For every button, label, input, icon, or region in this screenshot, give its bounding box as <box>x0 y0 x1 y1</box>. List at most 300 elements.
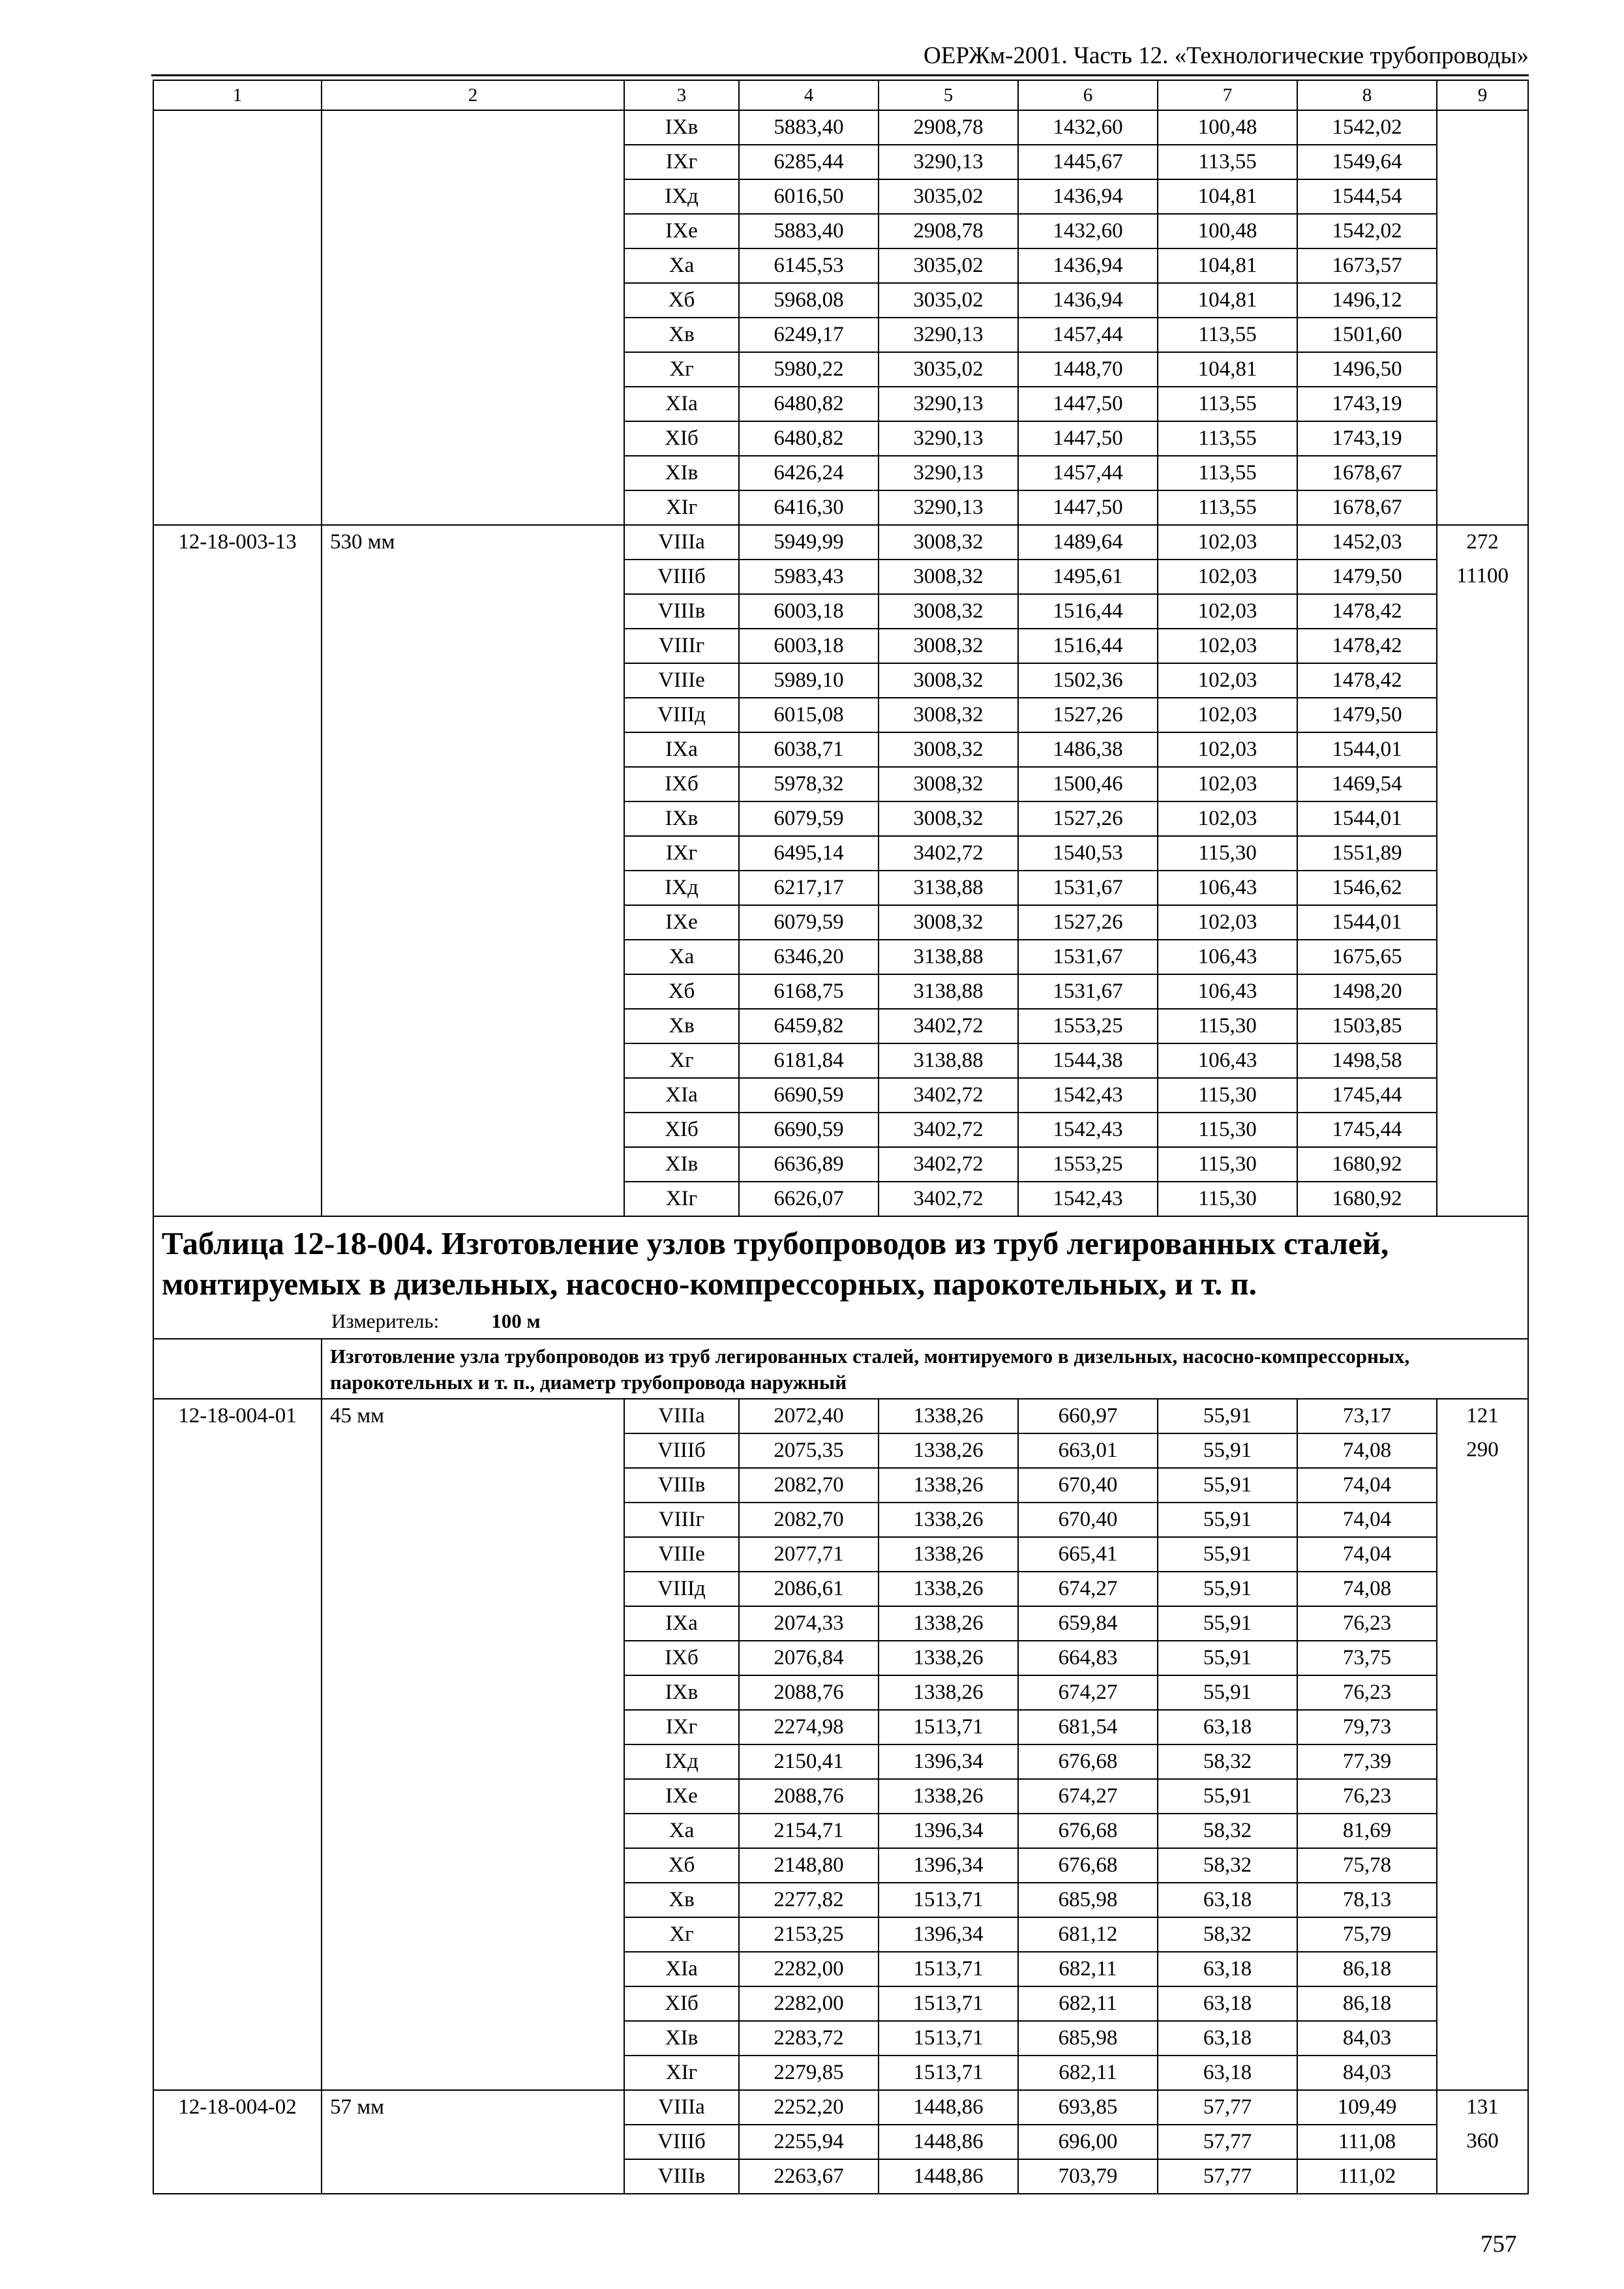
value-cell: 102,03 <box>1158 629 1297 663</box>
table-row <box>153 456 1528 490</box>
value-cell: 1678,67 <box>1297 456 1437 490</box>
value-cell: 681,54 <box>1018 1710 1158 1744</box>
value-cell: 1516,44 <box>1018 594 1158 629</box>
value-cell: 1436,94 <box>1018 248 1158 283</box>
value-cell: 74,08 <box>1297 1433 1437 1468</box>
value-cell: 2252,20 <box>739 2090 879 2125</box>
running-header: ОЕРЖм-2001. Часть 12. «Технологические трубопроводы» <box>151 38 1529 76</box>
value-cell: 1553,25 <box>1018 1147 1158 1182</box>
value-cell: 1675,65 <box>1297 940 1437 974</box>
value-cell: 685,98 <box>1018 1883 1158 1917</box>
table-row <box>153 1986 1528 2021</box>
table-row <box>153 2056 1528 2090</box>
value-cell: 74,04 <box>1297 1468 1437 1503</box>
size-cell <box>322 629 624 663</box>
unit-line <box>331 1308 1520 1334</box>
col9-cell <box>1437 1848 1528 1883</box>
col9-cell <box>1437 940 1528 974</box>
code-cell <box>153 698 322 732</box>
col9-cell <box>1437 1572 1528 1606</box>
size-cell <box>322 352 624 387</box>
value-cell: 696,00 <box>1018 2125 1158 2159</box>
code-cell <box>153 2021 322 2056</box>
code-cell <box>153 2125 322 2159</box>
zone-cell: XIв <box>624 2021 739 2056</box>
value-cell: 74,04 <box>1297 1537 1437 1572</box>
value-cell: 6346,20 <box>739 940 879 974</box>
value-cell: 1531,67 <box>1018 974 1158 1009</box>
value-cell: 5949,99 <box>739 525 879 560</box>
size-cell <box>322 1078 624 1113</box>
value-cell: 55,91 <box>1158 1537 1297 1572</box>
value-cell: 3138,88 <box>879 974 1018 1009</box>
col9-cell <box>1437 1710 1528 1744</box>
value-cell: 5883,40 <box>739 110 879 145</box>
table-row <box>153 1399 1528 1433</box>
value-cell: 3138,88 <box>879 1043 1018 1078</box>
value-cell: 115,30 <box>1158 1147 1297 1182</box>
value-cell: 1457,44 <box>1018 456 1158 490</box>
zone-cell: IXд <box>624 179 739 214</box>
size-cell <box>322 560 624 594</box>
zone-cell: XIа <box>624 1078 739 1113</box>
table-row <box>153 1779 1528 1814</box>
code-cell <box>153 214 322 248</box>
col9-cell <box>1437 1009 1528 1043</box>
value-cell: 1544,01 <box>1297 732 1437 767</box>
value-cell: 1544,01 <box>1297 801 1437 836</box>
code-cell <box>153 801 322 836</box>
value-cell: 3402,72 <box>879 1182 1018 1216</box>
table-row <box>153 663 1528 698</box>
value-cell: 2074,33 <box>739 1606 879 1641</box>
value-cell: 3402,72 <box>879 1113 1018 1147</box>
code-cell <box>153 2056 322 2090</box>
table-row <box>153 940 1528 974</box>
code-cell <box>153 1986 322 2021</box>
value-cell: 2255,94 <box>739 2125 879 2159</box>
value-cell: 115,30 <box>1158 1113 1297 1147</box>
value-cell: 665,41 <box>1018 1537 1158 1572</box>
col9-cell <box>1437 318 1528 352</box>
value-cell: 1513,71 <box>879 1883 1018 1917</box>
col9-cell: 272 <box>1437 525 1528 560</box>
zone-cell: IXд <box>624 871 739 905</box>
zone-cell: VIIIв <box>624 1468 739 1503</box>
value-cell: 1448,70 <box>1018 352 1158 387</box>
zone-cell: VIIIб <box>624 1433 739 1468</box>
value-cell: 674,27 <box>1018 1675 1158 1710</box>
value-cell: 2908,78 <box>879 214 1018 248</box>
value-cell: 84,03 <box>1297 2021 1437 2056</box>
value-cell: 5989,10 <box>739 663 879 698</box>
zone-cell: Xг <box>624 1917 739 1952</box>
zone-cell: IXв <box>624 110 739 145</box>
value-cell: 1531,67 <box>1018 871 1158 905</box>
zone-cell: XIг <box>624 1182 739 1216</box>
col9-cell <box>1437 1675 1528 1710</box>
price-table <box>153 80 1529 2194</box>
size-cell <box>322 2159 624 2194</box>
zone-cell: Xб <box>624 283 739 318</box>
value-cell: 1531,67 <box>1018 940 1158 974</box>
value-cell: 676,68 <box>1018 1744 1158 1779</box>
code-cell <box>153 767 322 801</box>
code-cell <box>153 145 322 179</box>
value-cell: 3290,13 <box>879 318 1018 352</box>
value-cell: 1338,26 <box>879 1779 1018 1814</box>
zone-cell: Xа <box>624 1814 739 1848</box>
size-cell <box>322 110 624 145</box>
value-cell: 1338,26 <box>879 1606 1018 1641</box>
size-cell <box>322 1537 624 1572</box>
value-cell: 3290,13 <box>879 490 1018 525</box>
value-cell: 1338,26 <box>879 1399 1018 1433</box>
zone-cell: VIIIд <box>624 698 739 732</box>
value-cell: 1447,50 <box>1018 490 1158 525</box>
value-cell: 115,30 <box>1158 836 1297 871</box>
value-cell: 104,81 <box>1158 179 1297 214</box>
value-cell: 55,91 <box>1158 1606 1297 1641</box>
value-cell: 113,55 <box>1158 145 1297 179</box>
col9-cell <box>1437 1883 1528 1917</box>
table-row <box>153 1078 1528 1113</box>
value-cell: 3008,32 <box>879 698 1018 732</box>
value-cell: 2154,71 <box>739 1814 879 1848</box>
value-cell: 113,55 <box>1158 387 1297 421</box>
table-row <box>153 594 1528 629</box>
zone-cell: XIв <box>624 1147 739 1182</box>
value-cell: 6285,44 <box>739 145 879 179</box>
code-cell <box>153 974 322 1009</box>
value-cell: 115,30 <box>1158 1078 1297 1113</box>
table-row <box>153 248 1528 283</box>
value-cell: 55,91 <box>1158 1675 1297 1710</box>
col9-cell <box>1437 248 1528 283</box>
value-cell: 3402,72 <box>879 1009 1018 1043</box>
value-cell: 1457,44 <box>1018 318 1158 352</box>
size-cell <box>322 283 624 318</box>
code-cell <box>153 1433 322 1468</box>
value-cell: 2086,61 <box>739 1572 879 1606</box>
value-cell: 1513,71 <box>879 2021 1018 2056</box>
table-row <box>153 732 1528 767</box>
size-cell <box>322 387 624 421</box>
size-cell <box>322 1744 624 1779</box>
value-cell: 1678,67 <box>1297 490 1437 525</box>
table-row <box>153 1606 1528 1641</box>
value-cell: 5883,40 <box>739 214 879 248</box>
code-cell <box>153 1744 322 1779</box>
value-cell: 3138,88 <box>879 940 1018 974</box>
size-cell <box>322 1113 624 1147</box>
table-row <box>153 560 1528 594</box>
size-cell <box>322 594 624 629</box>
size-cell <box>322 1675 624 1710</box>
code-cell <box>153 594 322 629</box>
value-cell: 1743,19 <box>1297 421 1437 456</box>
table-row <box>153 1433 1528 1468</box>
value-cell: 6038,71 <box>739 732 879 767</box>
value-cell: 1338,26 <box>879 1572 1018 1606</box>
value-cell: 2082,70 <box>739 1503 879 1537</box>
value-cell: 1501,60 <box>1297 318 1437 352</box>
value-cell: 3290,13 <box>879 456 1018 490</box>
value-cell: 113,55 <box>1158 490 1297 525</box>
table-row <box>153 1814 1528 1848</box>
size-cell <box>322 1641 624 1675</box>
size-cell <box>322 1503 624 1537</box>
code-cell <box>153 1113 322 1147</box>
zone-cell: XIг <box>624 2056 739 2090</box>
col9-cell <box>1437 456 1528 490</box>
code-cell <box>153 1537 322 1572</box>
value-cell: 6003,18 <box>739 629 879 663</box>
zone-cell: Xа <box>624 940 739 974</box>
table-row <box>153 871 1528 905</box>
zone-cell: IXа <box>624 732 739 767</box>
code-cell <box>153 1641 322 1675</box>
description-text: Изготовление узла трубопроводов из труб легированных сталей, монтируемого в дизельных, насосно-компрессорных, парокотельных и т. п., диаметр трубопровода наружный <box>322 1339 1528 1399</box>
zone-cell: VIIIе <box>624 1537 739 1572</box>
value-cell: 1549,64 <box>1297 145 1437 179</box>
code-cell <box>153 1147 322 1182</box>
zone-cell: IXв <box>624 801 739 836</box>
column-number-cell: 8 <box>1297 80 1437 110</box>
code-cell <box>153 1572 322 1606</box>
value-cell: 102,03 <box>1158 905 1297 940</box>
value-cell: 63,18 <box>1158 2021 1297 2056</box>
value-cell: 6015,08 <box>739 698 879 732</box>
value-cell: 2076,84 <box>739 1641 879 1675</box>
column-number-cell: 9 <box>1437 80 1528 110</box>
value-cell: 102,03 <box>1158 732 1297 767</box>
code-cell <box>153 490 322 525</box>
zone-cell: Xа <box>624 248 739 283</box>
value-cell: 55,91 <box>1158 1641 1297 1675</box>
col9-cell <box>1437 179 1528 214</box>
table-row <box>153 1641 1528 1675</box>
zone-cell: IXа <box>624 1606 739 1641</box>
value-cell: 55,91 <box>1158 1572 1297 1606</box>
col9-cell <box>1437 387 1528 421</box>
value-cell: 3035,02 <box>879 248 1018 283</box>
zone-cell: VIIIб <box>624 2125 739 2159</box>
col9-cell <box>1437 1078 1528 1113</box>
value-cell: 55,91 <box>1158 1433 1297 1468</box>
column-number-cell: 6 <box>1018 80 1158 110</box>
code-cell <box>153 110 322 145</box>
value-cell: 1489,64 <box>1018 525 1158 560</box>
value-cell: 6690,59 <box>739 1113 879 1147</box>
value-cell: 6480,82 <box>739 387 879 421</box>
value-cell: 102,03 <box>1158 525 1297 560</box>
value-cell: 102,03 <box>1158 801 1297 836</box>
value-cell: 2082,70 <box>739 1468 879 1503</box>
table-row <box>153 1848 1528 1883</box>
table-row <box>153 2090 1528 2125</box>
value-cell: 1527,26 <box>1018 698 1158 732</box>
value-cell: 76,23 <box>1297 1675 1437 1710</box>
value-cell: 3008,32 <box>879 801 1018 836</box>
size-cell <box>322 1147 624 1182</box>
value-cell: 1542,43 <box>1018 1182 1158 1216</box>
size-cell <box>322 1848 624 1883</box>
zone-cell: VIIIд <box>624 1572 739 1606</box>
value-cell: 3008,32 <box>879 525 1018 560</box>
table-row <box>153 1537 1528 1572</box>
value-cell: 1396,34 <box>879 1744 1018 1779</box>
value-cell: 58,32 <box>1158 1814 1297 1848</box>
value-cell: 73,17 <box>1297 1399 1437 1433</box>
value-cell: 2072,40 <box>739 1399 879 1433</box>
col9-cell <box>1437 1147 1528 1182</box>
size-cell <box>322 940 624 974</box>
zone-cell: XIг <box>624 490 739 525</box>
value-cell: 3290,13 <box>879 387 1018 421</box>
size-cell <box>322 1952 624 1986</box>
value-cell: 109,49 <box>1297 2090 1437 2125</box>
code-cell <box>153 1814 322 1848</box>
value-cell: 703,79 <box>1018 2159 1158 2194</box>
table-row <box>153 2125 1528 2159</box>
value-cell: 63,18 <box>1158 2056 1297 2090</box>
col9-cell: 360 <box>1437 2125 1528 2159</box>
value-cell: 1396,34 <box>879 1917 1018 1952</box>
value-cell: 1542,43 <box>1018 1113 1158 1147</box>
col9-cell: 121 <box>1437 1399 1528 1433</box>
value-cell: 1503,85 <box>1297 1009 1437 1043</box>
col9-cell <box>1437 1986 1528 2021</box>
code-cell <box>153 1952 322 1986</box>
code-cell: 12-18-004-02 <box>153 2090 322 2125</box>
value-cell: 6249,17 <box>739 318 879 352</box>
size-cell <box>322 1182 624 1216</box>
table-row <box>153 283 1528 318</box>
code-cell <box>153 1182 322 1216</box>
table-row <box>153 145 1528 179</box>
table-row <box>153 352 1528 387</box>
zone-cell: IXб <box>624 767 739 801</box>
value-cell: 2075,35 <box>739 1433 879 1468</box>
value-cell: 660,97 <box>1018 1399 1158 1433</box>
zone-cell: VIIIа <box>624 1399 739 1433</box>
value-cell: 3008,32 <box>879 767 1018 801</box>
table-row <box>153 525 1528 560</box>
zone-cell: VIIIб <box>624 560 739 594</box>
size-cell <box>322 1917 624 1952</box>
unit-value: 100 м <box>491 1309 541 1332</box>
value-cell: 3008,32 <box>879 663 1018 698</box>
code-cell <box>153 560 322 594</box>
value-cell: 55,91 <box>1158 1399 1297 1433</box>
value-cell: 1338,26 <box>879 1537 1018 1572</box>
value-cell: 3008,32 <box>879 560 1018 594</box>
size-cell: 57 мм <box>322 2090 624 2125</box>
value-cell: 3402,72 <box>879 836 1018 871</box>
value-cell: 676,68 <box>1018 1848 1158 1883</box>
value-cell: 6480,82 <box>739 421 879 456</box>
col9-cell <box>1437 1537 1528 1572</box>
value-cell: 1448,86 <box>879 2125 1018 2159</box>
value-cell: 682,11 <box>1018 2056 1158 2090</box>
zone-cell: XIв <box>624 456 739 490</box>
value-cell: 664,83 <box>1018 1641 1158 1675</box>
size-cell <box>322 421 624 456</box>
value-cell: 1478,42 <box>1297 594 1437 629</box>
value-cell: 6636,89 <box>739 1147 879 1182</box>
table-row <box>153 629 1528 663</box>
size-cell <box>322 2056 624 2090</box>
table-row <box>153 1009 1528 1043</box>
zone-cell: Xб <box>624 1848 739 1883</box>
table-row <box>153 698 1528 732</box>
value-cell: 2279,85 <box>739 2056 879 2090</box>
size-cell <box>322 905 624 940</box>
value-cell: 1452,03 <box>1297 525 1437 560</box>
size-cell <box>322 318 624 352</box>
value-cell: 2150,41 <box>739 1744 879 1779</box>
value-cell: 6416,30 <box>739 490 879 525</box>
value-cell: 1338,26 <box>879 1468 1018 1503</box>
description-row <box>153 1339 1528 1399</box>
value-cell: 106,43 <box>1158 974 1297 1009</box>
value-cell: 1553,25 <box>1018 1009 1158 1043</box>
value-cell: 1745,44 <box>1297 1113 1437 1147</box>
value-cell: 1338,26 <box>879 1675 1018 1710</box>
value-cell: 115,30 <box>1158 1182 1297 1216</box>
size-cell <box>322 214 624 248</box>
zone-cell: VIIIв <box>624 2159 739 2194</box>
code-cell <box>153 421 322 456</box>
table-row <box>153 1468 1528 1503</box>
value-cell: 1513,71 <box>879 2056 1018 2090</box>
value-cell: 106,43 <box>1158 1043 1297 1078</box>
code-cell <box>153 1078 322 1113</box>
zone-cell: IXг <box>624 145 739 179</box>
col9-cell <box>1437 110 1528 145</box>
value-cell: 674,27 <box>1018 1572 1158 1606</box>
value-cell: 113,55 <box>1158 456 1297 490</box>
value-cell: 1743,19 <box>1297 387 1437 421</box>
col9-cell <box>1437 801 1528 836</box>
value-cell: 102,03 <box>1158 594 1297 629</box>
value-cell: 1680,92 <box>1297 1182 1437 1216</box>
value-cell: 77,39 <box>1297 1744 1437 1779</box>
size-cell <box>322 801 624 836</box>
col9-cell <box>1437 490 1528 525</box>
code-cell <box>153 179 322 214</box>
col9-cell <box>1437 1814 1528 1848</box>
value-cell: 102,03 <box>1158 698 1297 732</box>
value-cell: 1496,12 <box>1297 283 1437 318</box>
value-cell: 57,77 <box>1158 2159 1297 2194</box>
code-cell <box>153 905 322 940</box>
column-number-cell: 7 <box>1158 80 1297 110</box>
size-cell <box>322 1986 624 2021</box>
size-cell <box>322 1009 624 1043</box>
column-number-cell: 5 <box>879 80 1018 110</box>
col9-cell: 290 <box>1437 1433 1528 1468</box>
value-cell: 3138,88 <box>879 871 1018 905</box>
value-cell: 1513,71 <box>879 1710 1018 1744</box>
value-cell: 2283,72 <box>739 2021 879 2056</box>
value-cell: 1544,01 <box>1297 905 1437 940</box>
value-cell: 1447,50 <box>1018 421 1158 456</box>
col9-cell: 131 <box>1437 2090 1528 2125</box>
value-cell: 5980,22 <box>739 352 879 387</box>
value-cell: 1546,62 <box>1297 871 1437 905</box>
